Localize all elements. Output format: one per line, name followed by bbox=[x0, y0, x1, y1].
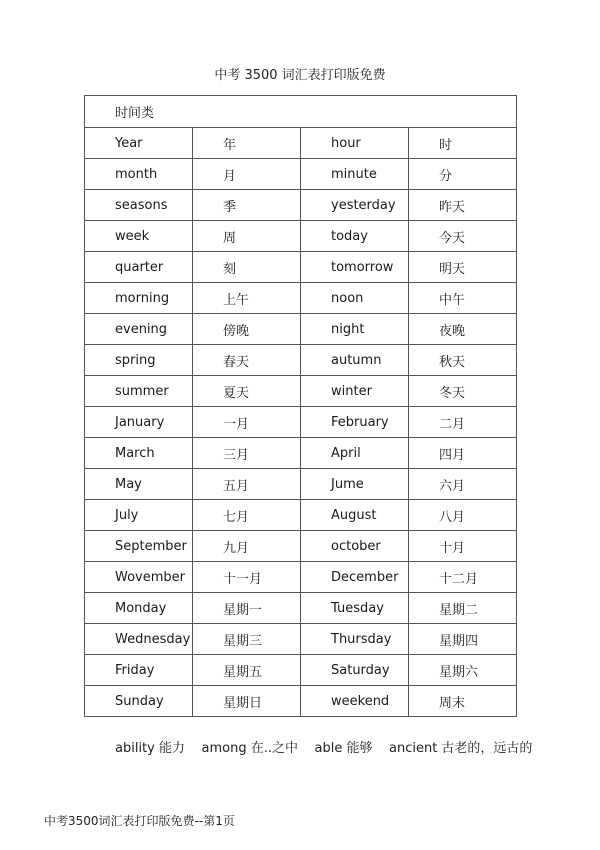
chinese-meaning-cell: 九月 bbox=[193, 531, 301, 562]
chinese-meaning-cell: 秋天 bbox=[409, 345, 517, 376]
english-word-cell: Wovember bbox=[85, 562, 193, 593]
table-row bbox=[85, 252, 517, 283]
table-row bbox=[85, 345, 517, 376]
english-word-cell: morning bbox=[85, 283, 193, 314]
english-word-cell: January bbox=[85, 407, 193, 438]
chinese-meaning-cell: 时 bbox=[409, 128, 517, 159]
english-word-cell: spring bbox=[85, 345, 193, 376]
english-word-cell: week bbox=[85, 221, 193, 252]
chinese-meaning-cell: 星期日 bbox=[193, 686, 301, 717]
english-word-cell: night bbox=[301, 314, 409, 345]
chinese-meaning-cell: 夜晚 bbox=[409, 314, 517, 345]
page-footer: 中考3500词汇表打印版免费--第1页 bbox=[44, 814, 235, 828]
english-word-cell: winter bbox=[301, 376, 409, 407]
english-word-cell: hour bbox=[301, 128, 409, 159]
english-word-cell: tomorrow bbox=[301, 252, 409, 283]
chinese-meaning-cell: 月 bbox=[193, 159, 301, 190]
english-word-cell: April bbox=[301, 438, 409, 469]
english-word-cell: today bbox=[301, 221, 409, 252]
english-word-cell: Wednesday bbox=[85, 624, 193, 655]
vocab-table bbox=[84, 95, 517, 717]
english-word-cell: yesterday bbox=[301, 190, 409, 221]
table-row bbox=[85, 159, 517, 190]
chinese-meaning-cell: 星期三 bbox=[193, 624, 301, 655]
chinese-meaning-cell: 傍晚 bbox=[193, 314, 301, 345]
english-word-cell: Tuesday bbox=[301, 593, 409, 624]
chinese-meaning-cell: 刻 bbox=[193, 252, 301, 283]
chinese-meaning-cell: 昨天 bbox=[409, 190, 517, 221]
english-word-cell: month bbox=[85, 159, 193, 190]
english-word-cell: Jume bbox=[301, 469, 409, 500]
table-row bbox=[85, 593, 517, 624]
table-row bbox=[85, 686, 517, 717]
english-word-cell: Monday bbox=[85, 593, 193, 624]
table-row bbox=[85, 190, 517, 221]
table-row bbox=[85, 314, 517, 345]
chinese-meaning-cell: 七月 bbox=[193, 500, 301, 531]
english-word-cell: September bbox=[85, 531, 193, 562]
table-row bbox=[85, 438, 517, 469]
english-word-cell: october bbox=[301, 531, 409, 562]
english-word-cell: Sunday bbox=[85, 686, 193, 717]
english-word-cell: May bbox=[85, 469, 193, 500]
english-word-cell: Friday bbox=[85, 655, 193, 686]
english-word-cell: quarter bbox=[85, 252, 193, 283]
chinese-meaning-cell: 春天 bbox=[193, 345, 301, 376]
chinese-meaning-cell: 五月 bbox=[193, 469, 301, 500]
table-row bbox=[85, 128, 517, 159]
table-row bbox=[85, 531, 517, 562]
english-word-cell: minute bbox=[301, 159, 409, 190]
document-title: 中考 3500 词汇表打印版免费 bbox=[214, 68, 386, 83]
chinese-meaning-cell: 季 bbox=[193, 190, 301, 221]
chinese-meaning-cell: 星期四 bbox=[409, 624, 517, 655]
english-word-cell: Year bbox=[85, 128, 193, 159]
chinese-meaning-cell: 星期六 bbox=[409, 655, 517, 686]
chinese-meaning-cell: 八月 bbox=[409, 500, 517, 531]
vocab-table-body bbox=[85, 96, 517, 717]
chinese-meaning-cell: 三月 bbox=[193, 438, 301, 469]
table-row bbox=[85, 655, 517, 686]
chinese-meaning-cell: 冬天 bbox=[409, 376, 517, 407]
table-row bbox=[85, 624, 517, 655]
chinese-meaning-cell: 一月 bbox=[193, 407, 301, 438]
chinese-meaning-cell: 今天 bbox=[409, 221, 517, 252]
chinese-meaning-cell: 十一月 bbox=[193, 562, 301, 593]
chinese-meaning-cell: 星期一 bbox=[193, 593, 301, 624]
chinese-meaning-cell: 中午 bbox=[409, 283, 517, 314]
category-row bbox=[85, 96, 517, 128]
extra-vocab-line: ability 能力 among 在..之中 able 能够 ancient 古老的，远古的 bbox=[115, 741, 533, 756]
chinese-meaning-cell: 年 bbox=[193, 128, 301, 159]
english-word-cell: summer bbox=[85, 376, 193, 407]
chinese-meaning-cell: 周 bbox=[193, 221, 301, 252]
table-row bbox=[85, 500, 517, 531]
english-word-cell: Saturday bbox=[301, 655, 409, 686]
chinese-meaning-cell: 六月 bbox=[409, 469, 517, 500]
english-word-cell: December bbox=[301, 562, 409, 593]
english-word-cell: March bbox=[85, 438, 193, 469]
chinese-meaning-cell: 星期二 bbox=[409, 593, 517, 624]
english-word-cell: February bbox=[301, 407, 409, 438]
table-row bbox=[85, 562, 517, 593]
chinese-meaning-cell: 四月 bbox=[409, 438, 517, 469]
chinese-meaning-cell: 星期五 bbox=[193, 655, 301, 686]
english-word-cell: evening bbox=[85, 314, 193, 345]
table-row bbox=[85, 407, 517, 438]
english-word-cell: July bbox=[85, 500, 193, 531]
chinese-meaning-cell: 分 bbox=[409, 159, 517, 190]
chinese-meaning-cell: 明天 bbox=[409, 252, 517, 283]
english-word-cell: Thursday bbox=[301, 624, 409, 655]
english-word-cell: weekend bbox=[301, 686, 409, 717]
english-word-cell: August bbox=[301, 500, 409, 531]
table-row bbox=[85, 469, 517, 500]
table-row bbox=[85, 283, 517, 314]
chinese-meaning-cell: 十月 bbox=[409, 531, 517, 562]
chinese-meaning-cell: 上午 bbox=[193, 283, 301, 314]
english-word-cell: autumn bbox=[301, 345, 409, 376]
table-row bbox=[85, 221, 517, 252]
chinese-meaning-cell: 十二月 bbox=[409, 562, 517, 593]
english-word-cell: noon bbox=[301, 283, 409, 314]
chinese-meaning-cell: 二月 bbox=[409, 407, 517, 438]
table-row bbox=[85, 376, 517, 407]
chinese-meaning-cell: 夏天 bbox=[193, 376, 301, 407]
english-word-cell: seasons bbox=[85, 190, 193, 221]
category-cell: 时间类 bbox=[85, 96, 517, 128]
chinese-meaning-cell: 周末 bbox=[409, 686, 517, 717]
